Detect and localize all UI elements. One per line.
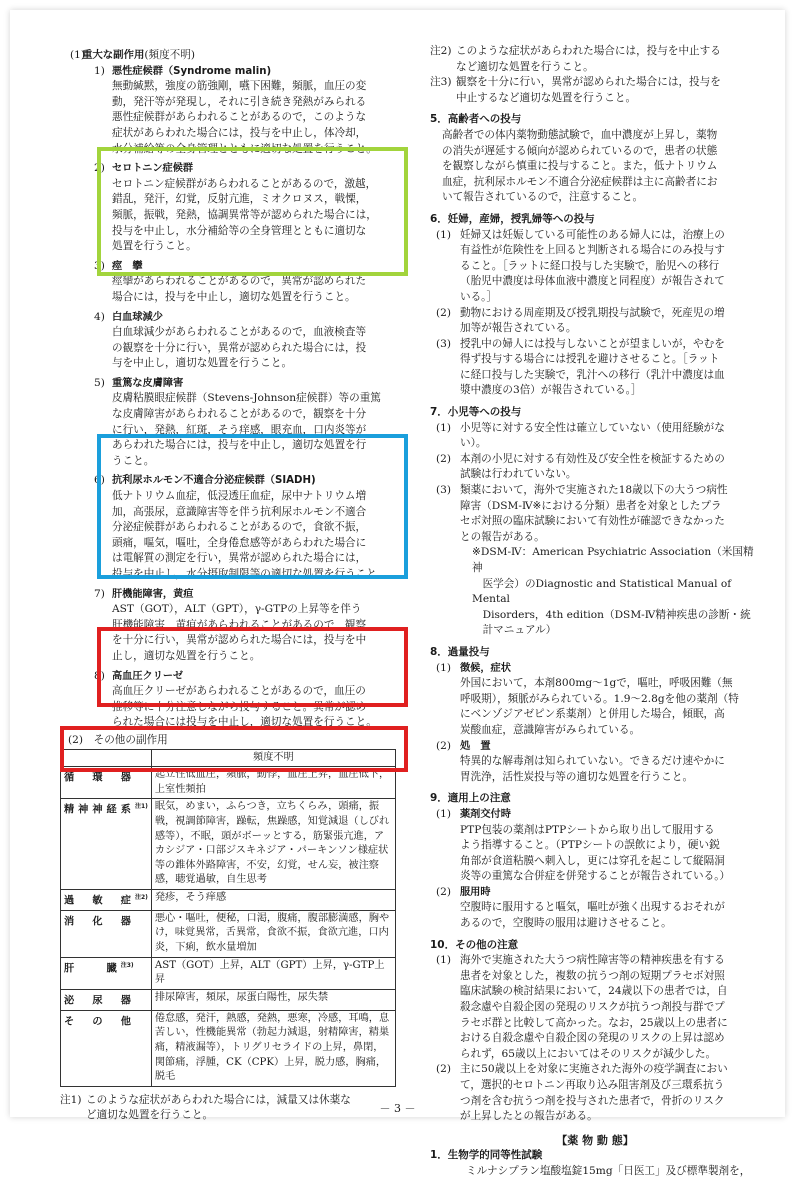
text-line: を十分に行い，異常が認められた場合には，投与を中 — [112, 634, 367, 647]
text-line: 推移等に十分注意しながら投与すること。異常が認め — [112, 700, 367, 713]
section-title: 5．高齢者への投与 — [430, 113, 522, 126]
text-line: 症状があらわれた場合には，投与を中止し，体冷却， — [112, 126, 367, 139]
section-title: 9．適用上の注意 — [430, 792, 511, 805]
text-line: 痙攣があらわれることがあるので，異常が認められた — [112, 275, 367, 288]
text-line: い）。 — [460, 437, 487, 450]
section-title: 7．小児等への投与 — [430, 406, 522, 419]
item-number: 7) — [94, 587, 105, 600]
bioequivalence-title: 1．生物学的同等性試験 — [430, 1149, 543, 1162]
text-line: 妊婦又は妊娠している可能性のある婦人には，治療上の — [460, 228, 725, 241]
category-cell — [61, 1010, 152, 1086]
item-body — [112, 602, 398, 664]
text-line: の観察を十分に行い，異常が認められた場合には，投 — [112, 341, 367, 354]
symptom-cell: 倦怠感，発汗，熱感，発熱，悪寒，冷感，耳鳴，息苦しい，性機能異常（勃起力減退，射精障害，精巣痛，精液漏等），トリグリセライドの上昇，鼻閉，関節痛，浮腫，CK（CPK）上昇，脱力感，胸痛，脱毛 — [151, 1010, 395, 1086]
text-line: Disorders，4th edition（DSM-Ⅳ精神疾患の診断・統 — [472, 608, 751, 621]
text-line: AST（GOT），ALT（GPT），γ-GTPの上昇等を伴う — [112, 603, 362, 616]
text-line: 白血球減少があらわれることがあるので，血液検査等 — [112, 326, 367, 339]
category-cell — [61, 767, 152, 799]
text-line: いて報告されているので，注意すること。 — [442, 191, 644, 204]
adverse-item — [68, 259, 398, 306]
text-line: を観察しながら慎重に投与すること。また，低ナトリウム — [442, 160, 718, 173]
table-row — [61, 1010, 396, 1086]
symptom-cell: 悪心・嘔吐，便秘，口渇，腹痛，腹部膨満感，胸やけ，味覚異常，舌異常，食欲不振，食欲亢進，口内炎，下痢，飲水量増加 — [151, 910, 395, 957]
adverse-item — [68, 473, 398, 582]
footnote-ref: 注1) — [134, 803, 148, 811]
other-adverse-table — [60, 749, 396, 1087]
right-column — [430, 44, 760, 1180]
item-body — [112, 489, 398, 583]
freq-header: 頻度不明 — [151, 749, 395, 767]
table-header-row — [61, 749, 396, 767]
text-line: に行い，発熱，紅斑，そう痒感，眼充血，口内炎等が — [112, 423, 367, 436]
table-row — [61, 989, 396, 1010]
text-line: 医学会）のDiagnostic and Statistical Manual of Mental — [472, 577, 732, 606]
text-line: つ剤を含む抗うつ剤を投与された患者で，骨折のリスク — [460, 1094, 725, 1107]
text-line: 水分補給等の全身管理とともに適切な処置を行うこと。 — [112, 142, 377, 155]
text-line: 授乳中の婦人には投与しないことが望ましいが，やむを — [460, 337, 725, 350]
adverse-item — [68, 669, 398, 731]
item-body — [460, 483, 760, 545]
text-line: おける自殺念慮や自殺企図の発現のリスクの上昇は認め — [460, 1032, 725, 1045]
item-body — [112, 177, 398, 255]
adverse-item — [68, 64, 398, 158]
numbered-item — [430, 483, 760, 545]
text-line: 中止するなど適切な処置を行うこと。 — [456, 91, 637, 104]
numbered-item — [430, 228, 760, 306]
footnote-ref: 注2) — [134, 893, 148, 901]
text-line: 高血圧クリーゼがあらわれることがあるので，血圧の — [112, 685, 366, 698]
serious-adverse-header: (1) 重大な副作用(頻度不明) — [70, 49, 195, 61]
text-line: 海外で実施された大うつ病性障害等の精神疾患を有する — [460, 954, 725, 967]
text-line: 頭痛，嘔気，嘔吐，全身倦怠感等があらわれた場合に — [112, 536, 367, 549]
text-line: 分泌症候群があらわれることがあるので，食欲不振， — [112, 521, 367, 534]
item-number: (2) — [436, 452, 452, 465]
adverse-item — [68, 376, 398, 470]
section-title: 8．過量投与 — [430, 645, 490, 658]
adverse-item — [68, 310, 398, 372]
item-body — [112, 274, 398, 305]
text-line: 角部が食道粘膜へ刺入し，更には穿孔を起こして縦隔洞 — [460, 854, 725, 867]
item-body — [460, 306, 760, 337]
symptom-cell: 排尿障害，頻尿，尿蛋白陽性，尿失禁 — [151, 989, 395, 1010]
text-line: 特異的な解毒剤は知られていない。できるだけ速やかに — [460, 755, 725, 768]
category-label: 肝 臓 — [64, 963, 121, 975]
text-line: は電解質の測定を行い，異常が認められた場合には， — [112, 552, 367, 565]
text-line: ラセボ群と比較して高かった。なお，25歳以上の患者に — [460, 1016, 728, 1029]
text-line: 胃洗浄，活性炭投与等の適切な処置を行うこと。 — [460, 770, 694, 783]
section-application — [430, 791, 760, 931]
text-line: との報告がある。 — [460, 530, 545, 543]
category-label: 精神神経系 — [64, 804, 135, 816]
numbered-item — [430, 421, 760, 452]
category-label: 過 敏 症 — [64, 895, 135, 907]
item-number: (2) — [436, 1063, 452, 1076]
footnote-ref: 注3) — [120, 961, 134, 969]
numbered-item — [430, 337, 760, 399]
numbered-item — [430, 306, 760, 337]
text-line: 処置を行うこと。 — [112, 240, 197, 253]
item-body — [112, 325, 398, 372]
text-line: 計マニュアル） — [472, 624, 557, 637]
text-line: 投与を中止し，水分摂取制限等の適切な処置を行うこと。 — [112, 568, 388, 580]
text-line: 主に50歳以上を対象に実施された海外の疫学調査におい — [460, 1063, 728, 1076]
item-title: 重篤な皮膚障害 — [112, 377, 184, 389]
adverse-item — [68, 161, 398, 255]
item-title: 高血圧クリーゼ — [112, 670, 184, 682]
page-number: － 3 － — [379, 1102, 416, 1115]
text-line: の消失が遅延する傾向が認められているので，患者の状態 — [442, 144, 718, 157]
item-number: 6) — [94, 474, 105, 487]
text-line: ※DSM-Ⅳ：American Psychiatric Association（米国精神 — [472, 546, 754, 574]
text-line: など適切な処置を行うこと。 — [456, 60, 594, 73]
item-title: 悪性症候群（Syndrome malin) — [112, 65, 272, 77]
text-line: な皮膚障害があらわれることがあるので，観察を十分 — [112, 408, 367, 421]
item-number: (3) — [436, 337, 452, 350]
administration-note: (2) 服用時 空腹時に服用すると嘔気，嘔吐が強く出現するおそれが あるので，空腹時の服用は避けさせること。 — [430, 885, 760, 932]
text-line: ど適切な処置を行うこと。 — [86, 1109, 214, 1122]
serious-adverse-list — [68, 64, 398, 731]
text-line: 皮膚粘膜眼症候群（Stevens-Johnson症候群）等の重篤 — [112, 392, 381, 405]
text-line: 得ず投与する場合には授乳を避けさせること。［ラット — [460, 353, 720, 366]
document-page — [10, 10, 785, 1177]
text-line: よう指導すること。（PTPシートの誤飲により，硬い鋭 — [460, 839, 720, 852]
category-cell — [61, 910, 152, 957]
text-line: （胎児中濃度は母体血液中濃度と同程度）が報告されて — [460, 275, 725, 288]
text-line: 炎等の重篤な合併症を併発することが報告されている。） — [460, 870, 731, 883]
symptom-cell: 眠気，めまい，ふらつき，立ちくらみ，頭痛，振戦，視調節障害，躁転，焦躁感，知覚減退（しびれ感等），不眠，頭がボーッとする，筋緊張亢進，アカシジア・口部ジスキネジア・パーキンソン様症状等の錐体外路障害，不安，幻覚，せん妄，被注察感，聴覚過敏，自生思考 — [151, 799, 395, 890]
text-line: られた場合には投与を中止し，適切な処置を行うこと。 — [112, 716, 377, 729]
text-line: セボ対照の臨床試験において有効性が確認できなかった — [460, 515, 725, 528]
category-label: 消 化 器 — [64, 916, 135, 928]
item-title: 痙 攣 — [112, 260, 143, 272]
text-line: 障害（DSM-Ⅳ※における分類）患者を対象としたプラ — [460, 499, 722, 512]
text-line: 無動緘黙，強度の筋強剛，嚥下困難，頻脈，血圧の変 — [112, 80, 367, 93]
table-row — [61, 910, 396, 957]
item-title: 白血球減少 — [112, 311, 163, 323]
category-label: 循 環 器 — [64, 772, 135, 784]
text-line: 臨床試験の検討結果において，24歳以下の患者では，自 — [460, 985, 728, 998]
text-line: PTP包装の薬剤はPTPシートから取り出して服用する — [460, 823, 715, 836]
text-line: 高齢者での体内薬物動態試験で，血中濃度が上昇し，薬物 — [442, 128, 718, 141]
item-body — [460, 953, 760, 1062]
text-line: 試験は行われていない。 — [460, 468, 577, 481]
text-line: 投与を中止し，水分補給等の全身管理とともに適切な — [112, 224, 367, 237]
category-cell — [61, 957, 152, 989]
text-line: セロトニン症候群があらわれることがあるので，激越， — [112, 177, 377, 190]
item-number: 3) — [94, 259, 105, 272]
item-body — [460, 228, 760, 306]
text-line: 漿中濃度の3倍）が報告されている。］ — [460, 384, 642, 397]
table-row — [61, 889, 396, 910]
text-line: 炭酸血症，意識障害がみられている。 — [460, 723, 641, 736]
text-line: うこと。 — [112, 454, 155, 467]
item-title: 肝機能障害，黄疸 — [112, 588, 194, 600]
symptom-cell: AST（GOT）上昇，ALT（GPT）上昇，γ-GTP上昇 — [151, 957, 395, 989]
adverse-item — [68, 587, 398, 665]
item-body — [112, 79, 398, 157]
note-3: 注3) 観察を十分に行い，異常が認められた場合には，投与を 中止するなど適切な処置を行うこと。 — [430, 75, 760, 106]
table-row — [61, 767, 396, 799]
item-body — [460, 421, 760, 452]
text-line: 外国において，本剤800mg～1gで，嘔吐，呼吸困難（無 — [460, 677, 733, 690]
section-other-precautions — [430, 938, 760, 1125]
symptom-cell: 発疹，そう痒感 — [151, 889, 395, 910]
section-elderly — [430, 112, 760, 206]
item-body — [112, 391, 398, 469]
text-line: 加等が報告されている。 — [460, 322, 577, 335]
text-line: あるので，空腹時の服用は避けさせること。 — [460, 917, 672, 930]
table-row — [61, 957, 396, 989]
section-pregnancy — [430, 212, 760, 399]
pharmacokinetics-header: 【薬 物 動 態】 — [556, 1133, 634, 1147]
text-line: このような症状があらわれた場合には，投与を中止する — [456, 45, 721, 57]
table-row — [61, 799, 396, 890]
text-line: 本剤の小児に対する有効性及び安全性を検証するための — [460, 452, 725, 465]
section-pediatric — [430, 405, 760, 639]
text-line: 肝機能障害，黄疸があらわれることがあるので，観察 — [112, 618, 367, 631]
text-line: いる。］ — [460, 290, 498, 303]
text-line: 観察を十分に行い，異常が認められた場合には，投与を — [456, 76, 721, 89]
text-line: て，選択的セロトニン再取り込み阻害剤及び三環系抗う — [460, 1079, 725, 1091]
item-number: 2) — [94, 162, 105, 175]
note-2: 注2) このような症状があらわれた場合には，投与を中止する など適切な処置を行うこと。 — [430, 44, 760, 75]
item-number: (1) — [436, 954, 452, 967]
text-line: 加，高張尿，意識障害等を伴う抗利尿ホルモン不適合 — [112, 505, 367, 518]
other-adverse-header: (2) その他の副作用 — [68, 733, 168, 746]
text-line: 与を中止し，適切な処置を行うこと。 — [112, 357, 293, 370]
text-line: 場合には，投与を中止し，適切な処置を行うこと。 — [112, 290, 356, 303]
text-line: あらわれた場合には，投与を中止し，適切な処置を行 — [112, 439, 367, 452]
text-line: 動物における周産期及び授乳期投与試験で，死産児の増 — [460, 306, 725, 319]
text-line: 有益性が危険性を上回ると判断される場合にのみ投与す — [460, 244, 725, 257]
text-line: にベンゾジアゼピン系薬剤）と併用した場合，傾眠，高 — [460, 708, 725, 721]
overdose-treatment: (2) 処 置 特異的な解毒剤は知られていない。できるだけ速やかに 胃洗浄，活性炭投与等の適切な処置を行うこと。 — [430, 739, 760, 786]
item-number: (2) — [436, 306, 452, 319]
category-cell — [61, 889, 152, 910]
item-body — [460, 337, 760, 399]
category-label: そ の 他 — [64, 1016, 135, 1028]
category-cell — [61, 989, 152, 1010]
text-line: 患者を対象とした，複数の抗うつ剤の短期プラセボ対照 — [460, 969, 725, 982]
section-title: 6．妊婦，産婦，授乳婦等への投与 — [430, 212, 595, 225]
text-line: 血症，抗利尿ホルモン不適合分泌症候群は主に高齢者にお — [442, 175, 718, 188]
dispensing-note: (1) 薬剤交付時 PTP包装の薬剤はPTPシートから取り出して服用する よう指導すること。（PTPシートの誤飲により，硬い鋭 角部が食道粘膜へ刺入し，更には穿孔を起こして縦隔洞 炎等の重篤な合併症を併発することが報告されている。） — [430, 807, 760, 885]
symptom-cell: 起立性低血圧，頻脈，動悸，血圧上昇，血圧低下，上室性頻拍 — [151, 767, 395, 799]
item-number: 5) — [94, 376, 105, 389]
text-line: られず，65歳以上においてはそのリスクが減少した。 — [460, 1047, 717, 1060]
section-title: 10．その他の注意 — [430, 938, 519, 951]
section-overdose — [430, 645, 760, 785]
item-number: 8) — [94, 669, 105, 682]
text-line: ること。［ラットに経口投与した実験で，胎児への移行 — [460, 259, 720, 272]
text-line: 動，発汗等が発現し，それに引き続き発熱がみられる — [112, 95, 367, 108]
text-line: 低ナトリウム血症，低浸透圧血症，尿中ナトリウム増 — [112, 490, 367, 503]
text-line: に経口投与した実験で，乳汁への移行（乳汁中濃度は血 — [460, 368, 725, 381]
text-line: 悪性症候群があらわれることがあるので，このような — [112, 111, 367, 124]
text-line: 小児等に対する安全性は確立していない（使用経験がな — [460, 421, 725, 434]
text-line: 頻脈，振戦，発熱，協調異常等が認められた場合には， — [112, 208, 377, 221]
text-line: 呼吸期），頻脈がみられている。1.9～2.8gを他の薬剤（特 — [460, 692, 739, 705]
text-line: 空腹時に服用すると嘔気，嘔吐が強く出現するおそれが — [460, 901, 725, 914]
table-corner-cell — [61, 749, 152, 767]
text-line: 類薬において，海外で実施された18歳以下の大うつ病性 — [460, 484, 728, 497]
text-line: が上昇したとの報告がある。 — [460, 1110, 598, 1123]
item-number: (1) — [436, 228, 452, 241]
item-title: セロトニン症候群 — [112, 163, 194, 175]
text-line: 殺念慮や自殺企図の発現のリスクが抗うつ剤投与群でプ — [460, 1001, 725, 1014]
item-body — [460, 452, 760, 483]
text-line: 止し，適切な処置を行うこと。 — [112, 649, 261, 662]
text-line: このような症状があらわれた場合には，減量又は休薬な — [86, 1093, 351, 1106]
left-column — [60, 48, 398, 1124]
item-number: 4) — [94, 310, 105, 323]
category-cell — [61, 799, 152, 890]
category-label: 泌 尿 器 — [64, 995, 135, 1007]
text-line: 錯乱，発汗，幻覚，反射亢進，ミオクロヌス，戦慄， — [112, 193, 367, 206]
item-number: (1) — [436, 421, 452, 434]
item-number: (3) — [436, 484, 452, 497]
bioequivalence-text: ミルナシプラン塩酸塩錠15mg「日医工」及び標準製剤を， — [466, 1164, 751, 1177]
item-body — [112, 684, 398, 731]
item-title: 抗利尿ホルモン不適合分泌症候群（SIADH) — [112, 475, 316, 487]
overdose-symptoms: (1) 徴候，症状 外国において，本剤800mg～1gで，嘔吐，呼吸困難（無 呼吸期），頻脈がみられている。1.9～2.8gを他の薬剤（特 にベンゾジアゼピン系薬剤）と併用した場合，傾眠，高 炭酸血症，意識障害がみられている。 — [430, 661, 760, 739]
numbered-item — [430, 452, 760, 483]
numbered-item — [430, 953, 760, 1062]
note-1: 注1) このような症状があらわれた場合には，減量又は休薬な ど適切な処置を行うこと。 — [60, 1093, 398, 1124]
item-number: 1) — [94, 64, 105, 77]
